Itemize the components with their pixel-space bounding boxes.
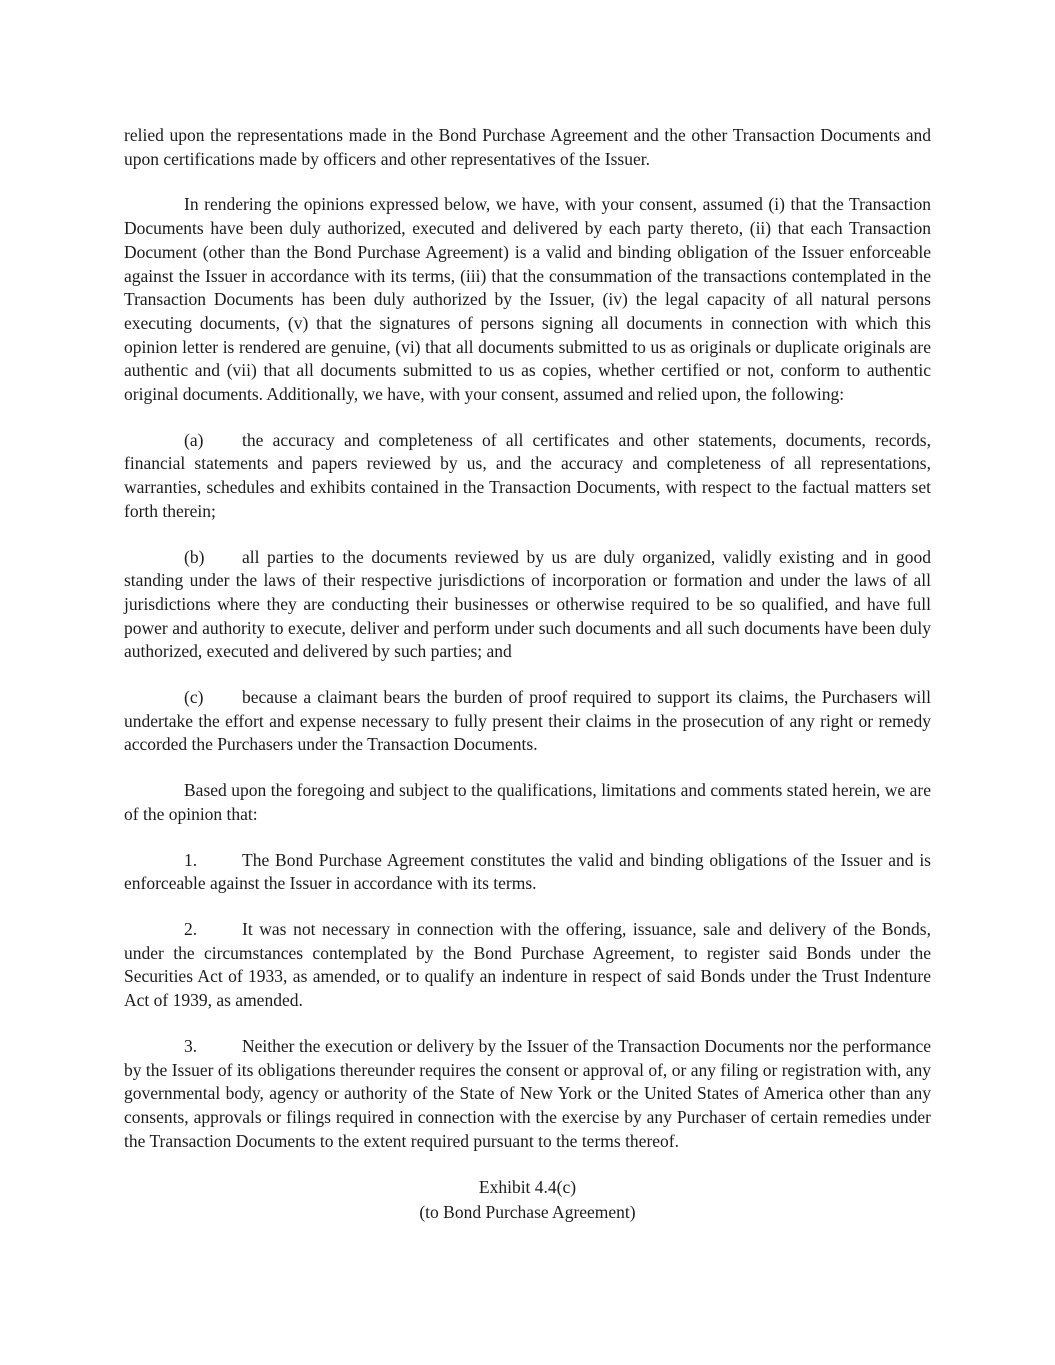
- paragraph-opinion-2: [124, 918, 931, 1013]
- page-footer: [124, 1175, 931, 1224]
- paragraph-text: Based upon the foregoing and subject to the qualifications, limitations and comments stated herein, we are of the opinion that:: [124, 780, 931, 824]
- paragraph-item-b: [124, 546, 931, 665]
- paragraph-text: The Bond Purchase Agreement constitutes the valid and binding obligations of the Issuer and is enforceable against the Issuer in accordance with its terms.: [124, 849, 931, 894]
- list-label: (c): [184, 687, 204, 708]
- list-label: 3.: [184, 1035, 198, 1056]
- paragraph-text: all parties to the documents reviewed by us are duly organized, validly existing and in good standing under the laws of their respective jurisdictions of incorporation or formation and under the laws of all jurisdictions where they are conducting their businesses or otherwise required to be so qualified, and have full power and authority to execute, deliver and perform under such documents and all such documents have been duly authorized, executed and delivered by such parties; and: [124, 546, 931, 662]
- paragraph-text: the accuracy and completeness of all certificates and other statements, documents, records, financial statements and papers reviewed by us, and the accuracy and completeness of all representations, warranties, schedules and exhibits contained in the Transaction Documents, with respect to the factual matters set forth therein;: [124, 429, 931, 521]
- paragraph-opinion-lead: [124, 779, 931, 826]
- footer-exhibit-label: Exhibit 4.4(c): [478, 1177, 577, 1198]
- list-label: (b): [184, 546, 205, 567]
- paragraph-continuation: [124, 124, 931, 171]
- document-body: [124, 124, 931, 1224]
- paragraph-text: relied upon the representations made in the Bond Purchase Agreement and the other Transaction Documents and upon certifications made by officers and other representatives of the Issuer.: [124, 125, 931, 169]
- paragraph-assumptions: [124, 193, 931, 406]
- list-label: (a): [184, 429, 204, 450]
- paragraph-opinion-3: [124, 1035, 931, 1154]
- paragraph-item-c: [124, 686, 931, 757]
- paragraph-text: It was not necessary in connection with the offering, issuance, sale and delivery of the Bonds, under the circumstances contemplated by the Bond Purchase Agreement, to register said Bonds under the Securities Act of 1933, as amended, or to qualify an indenture in respect of said Bonds under the Trust Indenture Act of 1939, as amended.: [124, 918, 931, 1011]
- list-label: 1.: [184, 849, 198, 870]
- footer-exhibit-sublabel: (to Bond Purchase Agreement): [419, 1201, 636, 1222]
- list-label: 2.: [184, 918, 198, 939]
- paragraph-text: In rendering the opinions expressed below, we have, with your consent, assumed (i) that the Transaction Documents have been duly authorized, executed and delivered by each party thereto, (ii) that each Transaction Document (other than the Bond Purchase Agreement) is a valid and binding obligation of the Issuer enforceable against the Issuer in accordance with its terms, (iii) that the consummation of the transactions contemplated in the Transaction Documents has been duly authorized by the Issuer, (iv) the legal capacity of all natural persons executing documents, (v) that the signatures of persons signing all documents in connection with which this opinion letter is rendered are genuine, (vi) that all documents submitted to us as originals or duplicate originals are authentic and (vii) that all documents submitted to us as copies, whether certified or not, conform to authentic original documents. Additionally, we have, with your consent, assumed and relied upon, the following:: [124, 194, 931, 405]
- paragraph-item-a: [124, 429, 931, 524]
- paragraph-opinion-1: [124, 849, 931, 896]
- paragraph-text: Neither the execution or delivery by the Issuer of the Transaction Documents nor the performance by the Issuer of its obligations thereunder requires the consent or approval of, or any filing or registration with, any governmental body, agency or authority of the State of New York or the United States of America other than any consents, approvals or filings required in connection with the exercise by any Purchaser of certain remedies under the Transaction Documents to the extent required pursuant to the terms thereof.: [124, 1035, 931, 1151]
- paragraph-text: because a claimant bears the burden of proof required to support its claims, the Purchasers will undertake the effort and expense necessary to fully present their claims in the prosecution of any right or remedy accorded the Purchasers under the Transaction Documents.: [124, 687, 931, 755]
